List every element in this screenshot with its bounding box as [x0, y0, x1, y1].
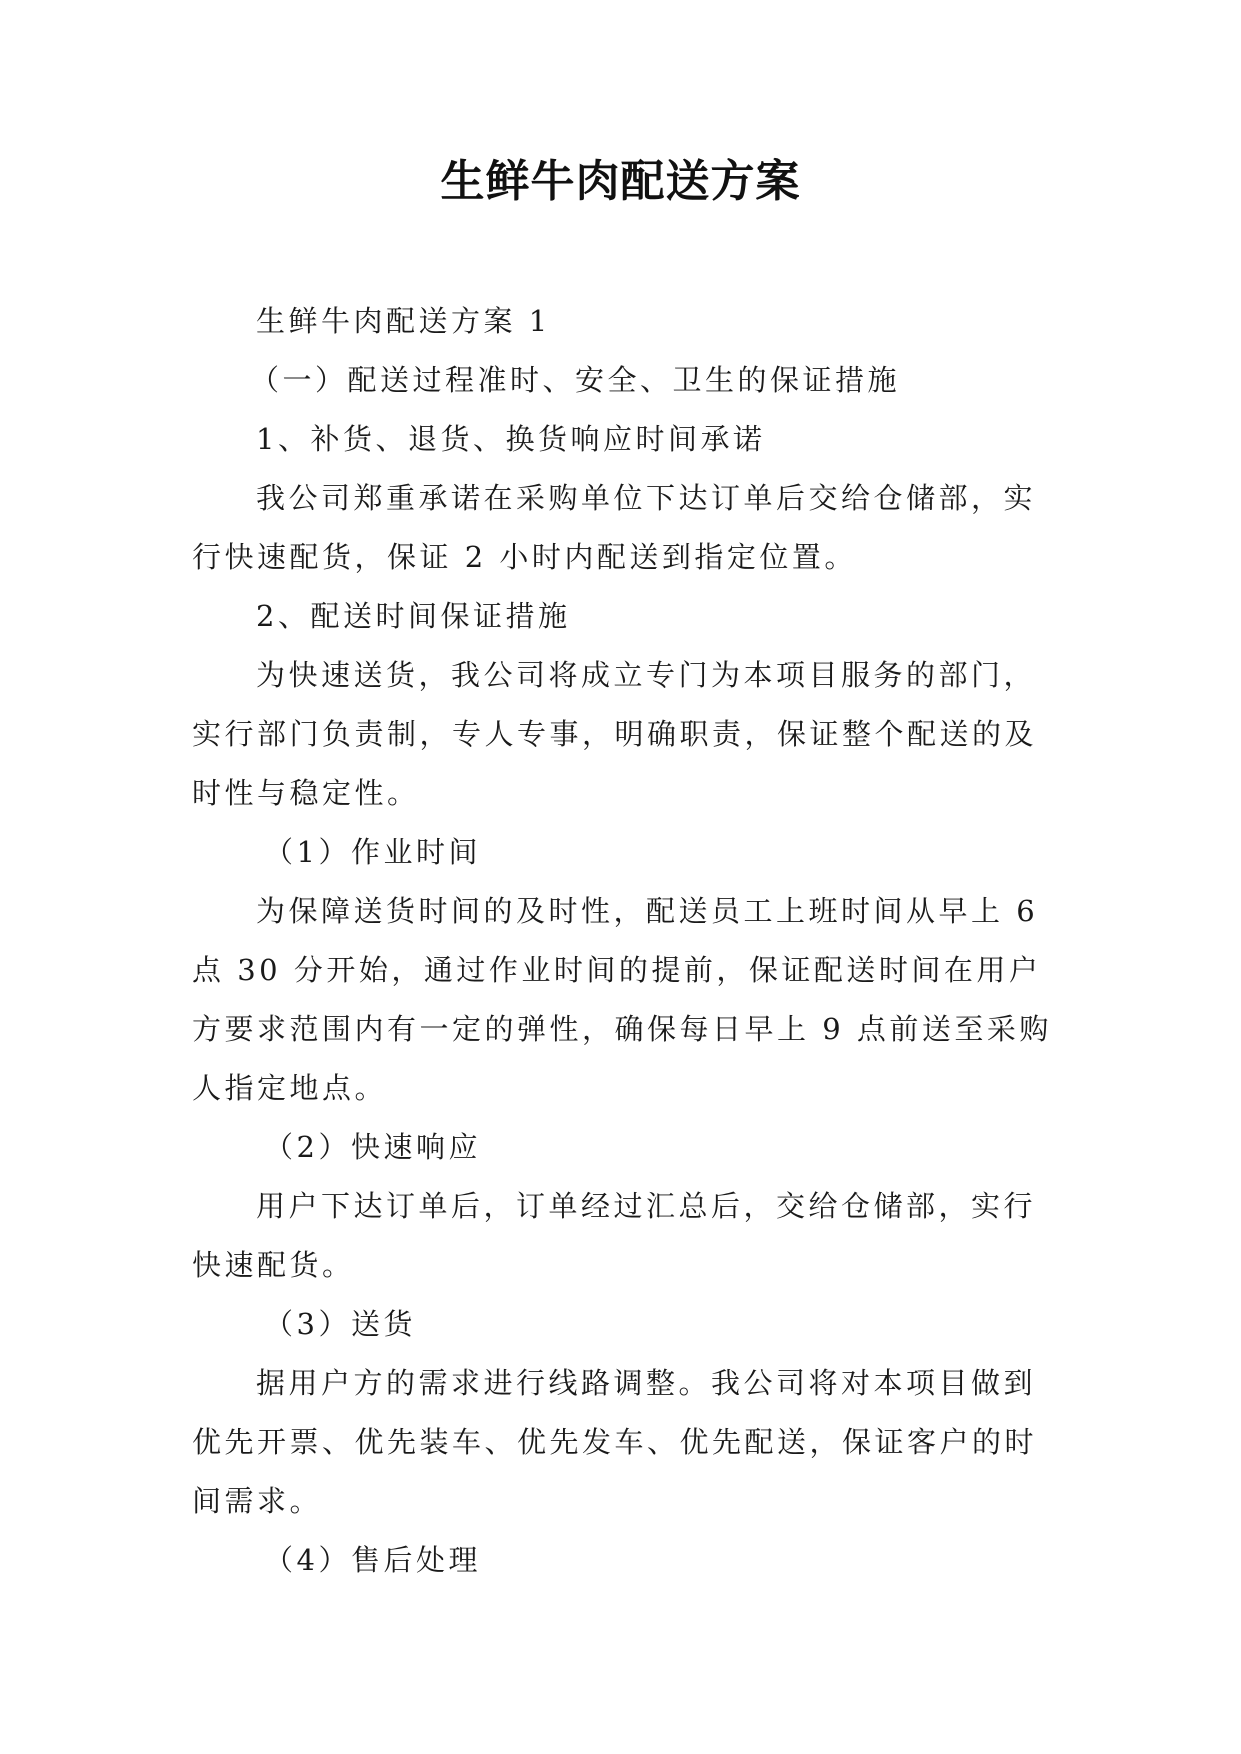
paragraph-line: 据用户方的需求进行线路调整。我公司将对本项目做到: [256, 1366, 1037, 1400]
item-heading: （1）作业时间: [264, 835, 481, 869]
section-heading: 生鲜牛肉配送方案 1: [256, 304, 551, 338]
subsection-heading: （一）配送过程准时、安全、卫生的保证措施: [250, 363, 901, 397]
paragraph-line: 点 30 分开始，通过作业时间的提前，保证配送时间在用户: [192, 953, 1042, 987]
paragraph-line: 我公司郑重承诺在采购单位下达订单后交给仓储部，实: [256, 481, 1037, 515]
paragraph-line: 人指定地点。: [192, 1071, 388, 1105]
item-heading: 1、补货、退货、换货响应时间承诺: [256, 422, 766, 456]
paragraph-line: 优先开票、优先装车、优先发车、优先配送，保证客户的时: [192, 1425, 1038, 1459]
item-heading: （2）快速响应: [264, 1130, 481, 1164]
paragraph-line: 时性与稳定性。: [192, 776, 420, 810]
item-heading: 2、配送时间保证措施: [256, 599, 571, 633]
item-heading: （3）送货: [264, 1307, 416, 1341]
document-title: 生鲜牛肉配送方案: [440, 156, 801, 207]
paragraph-line: 为快速送货，我公司将成立专门为本项目服务的部门，: [256, 658, 1037, 692]
paragraph-line: 用户下达订单后，订单经过汇总后，交给仓储部，实行: [256, 1189, 1037, 1223]
paragraph-line: 为保障送货时间的及时性，配送员工上班时间从早上 6: [256, 894, 1039, 928]
paragraph-line: 快速配货。: [192, 1248, 355, 1282]
paragraph-line: 实行部门负责制，专人专事，明确职责，保证整个配送的及: [192, 717, 1038, 751]
document-body: [192, 292, 1062, 1590]
paragraph-line: 行快速配货，保证 2 小时内配送到指定位置。: [192, 540, 857, 574]
item-heading: （4）售后处理: [264, 1543, 481, 1577]
paragraph-line: 方要求范围内有一定的弹性，确保每日早上 9 点前送至采购: [192, 1012, 1052, 1046]
paragraph-line: 间需求。: [192, 1484, 323, 1518]
